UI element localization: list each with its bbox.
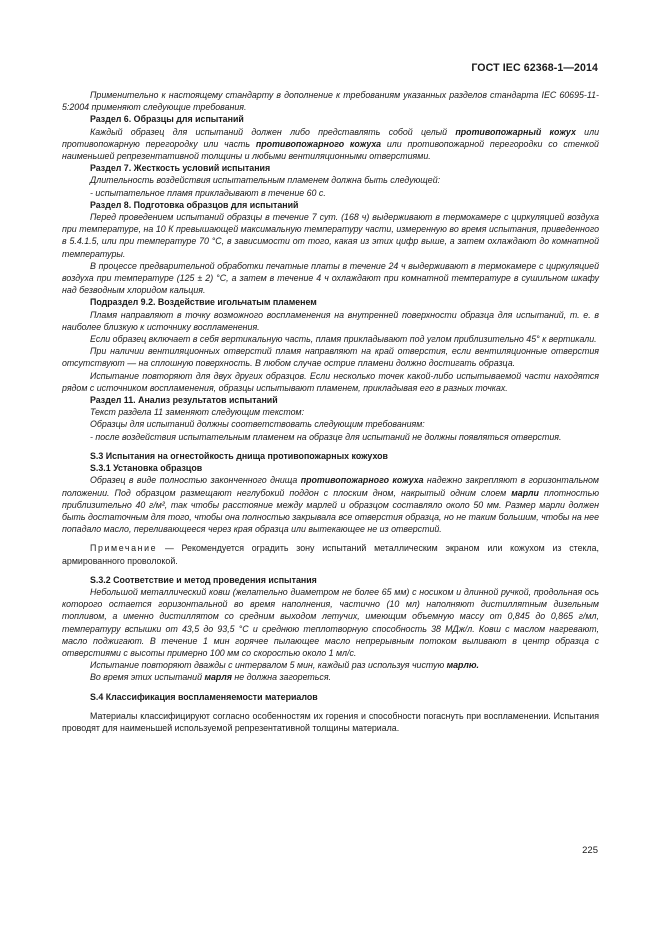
paragraph: При наличии вентиляционных отверстий пламя направляют на край отверстия, если вентиляционные отверстия отсутствуют — на сплошную поверхность. В любом случае острие пламени должно достигать образца. — [62, 346, 599, 369]
paragraph: Пламя направляют в точку возможного воспламенения на внутренней поверхности образца для испытаний, т. е. в наиболее близкую к источнику воспламенения. — [62, 309, 599, 332]
paragraph: Текст раздела 11 заменяют следующим текстом: — [90, 407, 305, 418]
subsection-heading: S.3.2 Соответствие и метод проведения испытания — [90, 574, 317, 585]
paragraph: Испытание повторяют дважды с интервалом 5 мин, каждый раз используя чистую марлю. — [90, 660, 479, 671]
paragraph: Длительность воздействия испытательным пламенем должна быть следующей: — [90, 175, 441, 186]
paragraph: В процессе предварительной обработки печатные платы в течение 24 ч выдерживают в термокамере с циркуляцией воздуха при температуре (125 ± 2) °С, а затем в течение 4 ч охлаждают при комнатной температуре в сушильном шкафу над безводным хлоридом кальция. — [62, 260, 599, 296]
subsection-heading: S.3.1 Установка образцов — [90, 463, 203, 474]
section-heading: Раздел 7. Жесткость условий испытания — [90, 163, 271, 174]
paragraph: Материалы классифицируют согласно особенностям их горения и способности погаснуть при воспламенении. Испытания проводят для наименьшей используемой репрезентативной толщины материала. — [62, 710, 599, 733]
paragraph: Испытание повторяют для двух других образцов. Если несколько точек какой-либо испытываемой части находятся рядом с источником воспламенения, образцы испытывают пламенем, прикладывая его в разных точках. — [62, 370, 599, 393]
standard-header: ГОСТ IEC 62368-1—2014 — [471, 62, 598, 74]
section-heading: Раздел 8. Подготовка образцов для испытаний — [90, 199, 299, 210]
paragraph: Применительно к настоящему стандарту в дополнение к требованиям указанных разделов стандарта IEC 60695-11-5:2004 применяют следующие требования. — [62, 90, 599, 113]
document-body — [62, 89, 599, 734]
section-heading: Раздел 11. Анализ результатов испытаний — [90, 395, 278, 406]
paragraph: Во время этих испытаний марля не должна загореться. — [90, 672, 332, 683]
note-label: Примечание — [90, 543, 158, 554]
page-number: 225 — [582, 845, 598, 856]
list-item: - после воздействия испытательным пламенем на образце для испытаний не должны появляться отверстия. — [90, 431, 562, 442]
paragraph: Каждый образец для испытаний должен либо представлять собой целый противопожарный кожух или противопожарную перегородку или часть противопожарного кожуха или противопожарной перегородки со стенкой наименьшей репрезентативной толщины и любыми вентиляционными отверстиями. — [62, 126, 599, 162]
section-heading: Подраздел 9.2. Воздействие игольчатым пламенем — [90, 297, 317, 308]
section-heading: Раздел 6. Образцы для испытаний — [90, 114, 244, 125]
paragraph: Если образец включает в себя вертикальную часть, пламя прикладывают под углом приблизительно 45° к вертикали. — [90, 334, 597, 345]
list-item: - испытательное пламя прикладывают в течение 60 с. — [90, 187, 326, 198]
paragraph: Небольшой металлический ковш (желательно диаметром не более 65 мм) с носиком и длинной ручкой, продольная ось которого остается горизонтальной во время наполнения, частично (10 мл) наполняют дистиллятным дизельным топливом, а именно дистиллятом со средним выходом летучих, имеющим объемную массу от 0,845 до 0,865 г/мл, температуру вспышки от 43,5 до 93,5 °С и среднюю теплотворную способность 38 МДж/л. Ковш с маслом нагревают, масло поджигают. В течение 1 мин горячее пылающее масло непрерывным потоком выливают в центр образца с отверстиями с высоты примерно 100 мм со скоростью около 1 мл/с. — [62, 586, 599, 658]
section-heading: S.3 Испытания на огнестойкость днища противопожарных кожухов — [90, 450, 388, 461]
note: Примечание — Рекомендуется оградить зону испытаний металлическим экраном или кожухом из стекла, армированного проволокой. — [62, 543, 599, 566]
paragraph: Перед проведением испытаний образцы в течение 7 сут. (168 ч) выдерживают в термокамере с циркуляцией воздуха при температуре, на 10 К превышающей максимальную температуру части, измеренную во время испытания, приведенного в 5.4.1.5, или при температуре 70 °С, в зависимости от того, какая из этих цифр выше, а затем охлаждают до комнатной температуры. — [62, 212, 599, 259]
section-heading: S.4 Классификация воспламеняемости материалов — [90, 691, 318, 702]
paragraph: Образец в виде полностью законченного днища противопожарного кожуха надежно закрепляют в горизонтальном положении. Под образцом размещают неглубокий поддон с плоским дном, накрытый одним слоем марли плотностью приблизительно 40 г/м², так чтобы расстояние между марлей и образцом составляло около 50 мм. Размер марли должен быть достаточным для того, чтобы она полностью закрывала все отверстия образца, но не таким большим, чтобы на нее попадало масло, переливающееся через края образца или вытекающее не из отверстий. — [62, 475, 599, 535]
paragraph: Образцы для испытаний должны соответствовать следующим требованиям: — [90, 419, 425, 430]
